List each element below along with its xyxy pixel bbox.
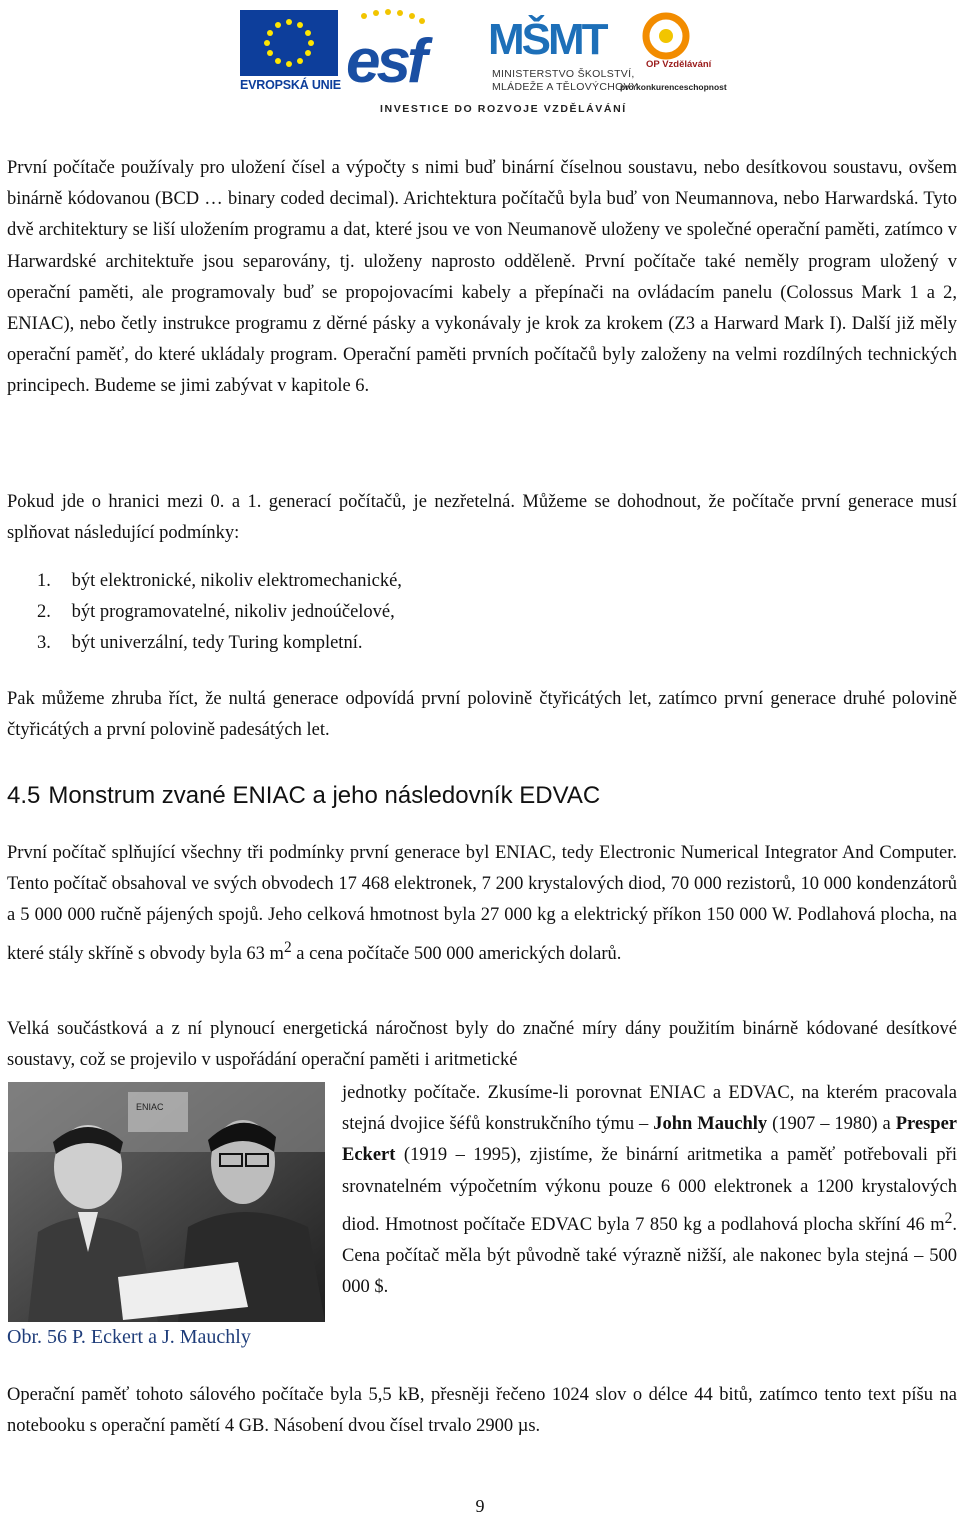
header-logos [0, 0, 960, 130]
paragraph-generations-intro: První počítače používaly pro uložení čísel a výpočty s nimi buď binární číselnou soustavu, nebo desítkovou soustavu, ovšem binárně kódovanou (BCD … binary coded decimal). Arichtektura počítačů byla buď von Neumannova, nebo Harwardská. Tyto dvě architektury se liší uložením programu a dat, které jsou ve von Neumanově uloženy ve společné operační paměti, zatímco v Harwardské architektuře jsou separovány, tj. uloženy naprosto odděleně. První počítače také neměly program uložený v operační paměti, ale programovaly buď se propojovacími kabely a přepínači na ovládacím panelu (Colossus Mark 1 a 2, ENIAC), nebo četly instrukce programu z děrné pásky a vykonávaly je krok za krokem (Z3 a Harward Mark I). Další již měly operační paměť, do které ukládaly program. Operační paměti prvních počítačů byly založeny na velmi rozdílných technických principech. Budeme se jimi zabývat v kapitole 6. [7, 158, 957, 397]
list-item-number: 2. [37, 602, 51, 623]
eu-flag-icon [240, 10, 338, 76]
op-emblem-icon [620, 8, 730, 60]
list-item-number: 1. [37, 571, 51, 591]
list-item-number: 3. [37, 633, 51, 654]
op-line1: OP Vzdělávání [646, 59, 712, 70]
paragraph-edvac [342, 1078, 957, 1304]
list-item-text: být elektronické, nikoliv elektromechanické, [71, 571, 402, 591]
eniac-plate: ENIAC [136, 1102, 164, 1112]
header-tagline: INVESTICE DO ROZVOJE VZDĚLÁVÁNÍ [380, 103, 627, 115]
paragraph-energy: Velká součástková a z ní plynoucí energetická náročnost byly do značné míry dány použitím binárně kódované desítkové soustavy, což se projevilo v uspořádání operační paměti i aritmetické [7, 1019, 957, 1071]
figure-caption: Obr. 56 P. Eckert a J. Mauchly [7, 1326, 251, 1348]
edvac-text-4: . Cena počítač měla být původně také výrazně nižší, ale nakonec byla stejná – 500 000 $. [342, 1214, 957, 1298]
eniac-text-end: a cena počítače 500 000 amerických dolarů. [291, 943, 622, 964]
eu-label: EVROPSKÁ UNIE [240, 78, 341, 92]
paragraph-generation-dates: Pak můžeme zhruba říct, že nultá generace odpovídá první polovině čtyřicátých let, zatímco první generace druhé polovině čtyřicátých a první polovině padesátých let. [7, 689, 957, 741]
area-unit-superscript: 2 [944, 1209, 953, 1227]
page-number: 9 [475, 1496, 485, 1516]
msmt-logo-text: MŠMT [488, 15, 606, 64]
paragraph-memory: Operační paměť tohoto sálového počítače byla 5,5 kB, přesněji řečeno 1024 slov o délce 44 bitů, zatímco tento text píšu na notebooku s operační pamětí 4 GB. Násobení dvou čísel trvalo 2900 µs. [7, 1385, 957, 1437]
eniac-text: První počítač splňující všechny tři podmínky první generace byl ENIAC, tedy Electronic Numerical Integrator And Computer. Tento počítač obsahoval ve svých obvodech 17 468 elektronek, 7 200 krystalových diod, 70 000 rezistorů, 10 000 kondenzátorů a 5 000 000 ručně pájených spojů. Jeho celková hmotnost byla 27 000 kg a elektrický příkon 150 000 W. Podlahová plocha, na které stály skříně s obvody byla 63 m [7, 843, 957, 964]
paragraph-eniac [7, 838, 957, 970]
op-logo [620, 8, 730, 93]
list-item [7, 566, 907, 597]
msmt-logo [460, 6, 639, 94]
msmt-line2: MLÁDEŽE A TĚLOVÝCHOVY [492, 81, 639, 93]
person-name-mauchly: John Mauchly [653, 1114, 768, 1135]
list-item [7, 597, 907, 628]
eckert-mauchly-photo [8, 1082, 325, 1322]
conditions-list [7, 566, 907, 660]
section-number: 4.5 [7, 782, 41, 809]
esf-logo [344, 8, 444, 88]
edvac-text-3: (1919 – 1995), zjistíme, že binární aritmetika a paměť potřebovali při srovnatelném výpočetním výkonu pouze 6 000 elektronek a 1200 krystalových diod. Hmotnost počítače EDVAC byla 7 850 kg a podlahová plocha skříní 46 m [342, 1145, 957, 1235]
msmt-line1: MINISTERSTVO ŠKOLSTVÍ, [492, 68, 635, 80]
edvac-text-2: (1907 – 1980) a [767, 1114, 896, 1135]
paragraph-generation-boundary: Pokud jde o hranici mezi 0. a 1. generací počítačů, je nezřetelná. Můžeme se dohodnout, že počítače první generace musí splňovat následující podmínky: [7, 492, 957, 544]
list-item-text: být univerzální, tedy Turing kompletní. [71, 633, 363, 654]
msmt-emblem-icon [460, 6, 615, 66]
person-name-eckert: Presper Eckert [342, 1114, 957, 1166]
edvac-text-1: jednotky počítače. Zkusíme-li porovnat ENIAC a EDVAC, na kterém pracovala stejná dvojice šéfů konstrukčního týmu – [342, 1083, 957, 1135]
list-item [7, 628, 907, 659]
section-heading [7, 782, 600, 810]
eu-logo [240, 10, 341, 92]
section-title: Monstrum zvané ENIAC a jeho následovník EDVAC [48, 782, 601, 809]
list-item-text: být programovatelné, nikoliv jednoúčelové, [71, 602, 395, 623]
area-unit-superscript: 2 [283, 938, 292, 956]
op-line2: pro konkurenceschopnost [620, 82, 727, 92]
esf-label: esf [346, 27, 424, 88]
